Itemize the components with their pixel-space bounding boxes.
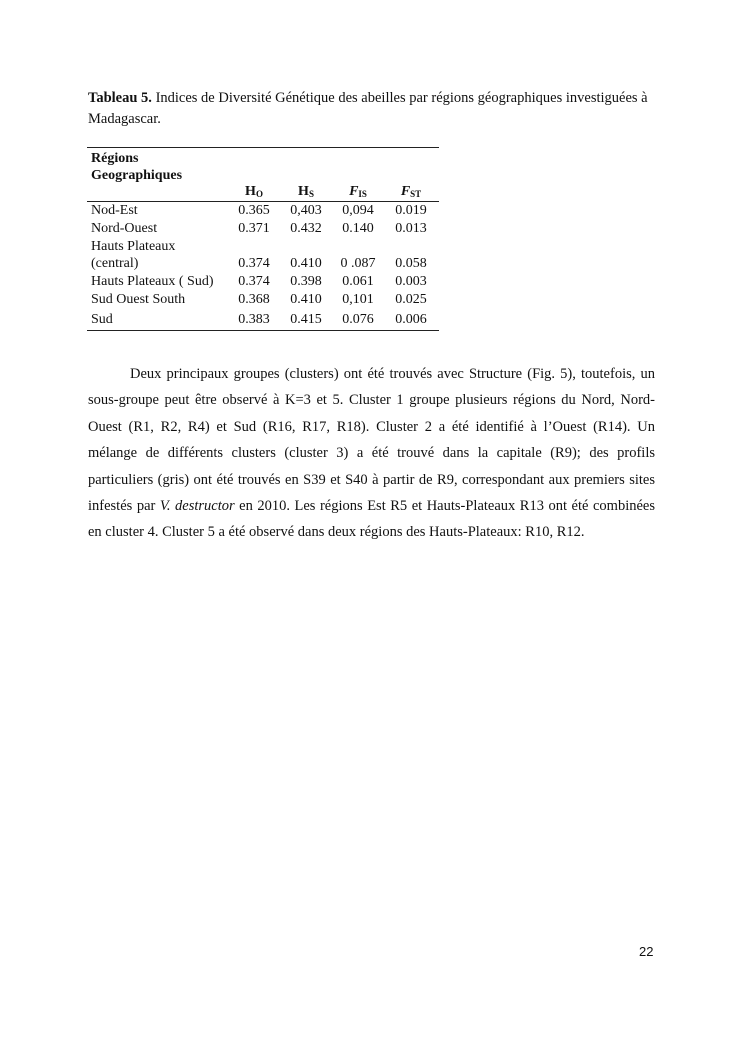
fis-cell: 0.076 — [342, 312, 374, 327]
ho-cell: 0.374 — [238, 274, 270, 289]
table-row — [87, 238, 439, 273]
ho-cell: 0.371 — [238, 221, 270, 236]
ho-cell: 0.365 — [238, 203, 270, 218]
table-caption-text: Indices de Diversité Génétique des abeilles par régions géographiques investiguées à Madagascar. — [88, 90, 648, 127]
ho-column-header: $H_O$ — [245, 184, 263, 199]
table-caption — [88, 88, 648, 130]
hs-cell: 0,403 — [290, 203, 322, 218]
species-name: V. destructor — [159, 498, 235, 515]
hs-cell: 0.410 — [290, 292, 322, 307]
fis-cell: 0 .087 — [340, 256, 376, 271]
fst-cell: 0.025 — [395, 292, 427, 307]
ho-cell: 0.374 — [238, 256, 270, 271]
hs-column-header: $H_S$ — [298, 184, 314, 199]
body-paragraph: Deux principaux groupes (clusters) ont été trouvés avec Structure (Fig. 5), toutefois, un sous-groupe peut être observé à K=3 et 5. Cluster 1 groupe plusieurs régions du Nord, Nord-Ouest (R1, R2, R4) et Sud (R16, R17, R18). Cluster 2 a été identifié à l’Ouest (R14). Un mélange de différents clusters (cluster 3) a été trouvé dans la capitale (R9); des profils particuliers (gris) ont été trouvés en S39 et S40 à partir de R9, correspondant aux premiers sites infestés par V. destructor en 2010. Les régions Est R5 et Hauts-Plateaux R13 ont été combinées en cluster 4. Cluster 5 a été observé dans deux régions des Hauts-Plateaux: R10, R12. — [88, 366, 655, 541]
fst-cell: 0.013 — [395, 221, 427, 236]
hs-cell: 0.432 — [290, 221, 322, 236]
hs-cell: 0.398 — [290, 274, 322, 289]
hs-cell: 0.415 — [290, 312, 322, 327]
fis-column-header: $F_{IS}$ — [349, 184, 367, 199]
region-cell: Hauts Plateaux ( Sud) — [91, 274, 214, 289]
fst-cell: 0.003 — [395, 274, 427, 289]
hs-cell: 0.410 — [290, 256, 322, 271]
fis-cell: 0.140 — [342, 221, 374, 236]
table-header-row — [87, 148, 439, 202]
region-cell: Hauts Plateaux (central) — [91, 239, 176, 271]
fst-column-header: $F_{ST}$ — [400, 184, 422, 199]
table-row — [87, 202, 439, 220]
ho-cell: 0.383 — [238, 312, 270, 327]
region-cell: Sud — [91, 312, 113, 327]
ho-cell: 0.368 — [238, 292, 270, 307]
table-row — [87, 291, 439, 309]
fst-cell: 0.019 — [395, 203, 427, 218]
fst-cell: 0.006 — [395, 312, 427, 327]
fis-cell: 0,101 — [342, 292, 374, 307]
table-row — [87, 273, 439, 291]
region-cell: Nord-Ouest — [91, 221, 158, 236]
table-caption-label: Tableau 5. — [88, 90, 152, 106]
diversity-table — [87, 147, 439, 331]
region-column-header: Régions Geographiques — [91, 151, 183, 183]
table-row — [87, 309, 439, 330]
fst-cell: 0.058 — [395, 256, 427, 271]
region-cell: Sud Ouest South — [91, 292, 186, 307]
fis-cell: 0.061 — [342, 274, 374, 289]
fis-cell: 0,094 — [342, 203, 374, 218]
table-row — [87, 220, 439, 238]
page-number: 22 — [639, 944, 654, 959]
region-cell: Nod-Est — [91, 203, 138, 218]
